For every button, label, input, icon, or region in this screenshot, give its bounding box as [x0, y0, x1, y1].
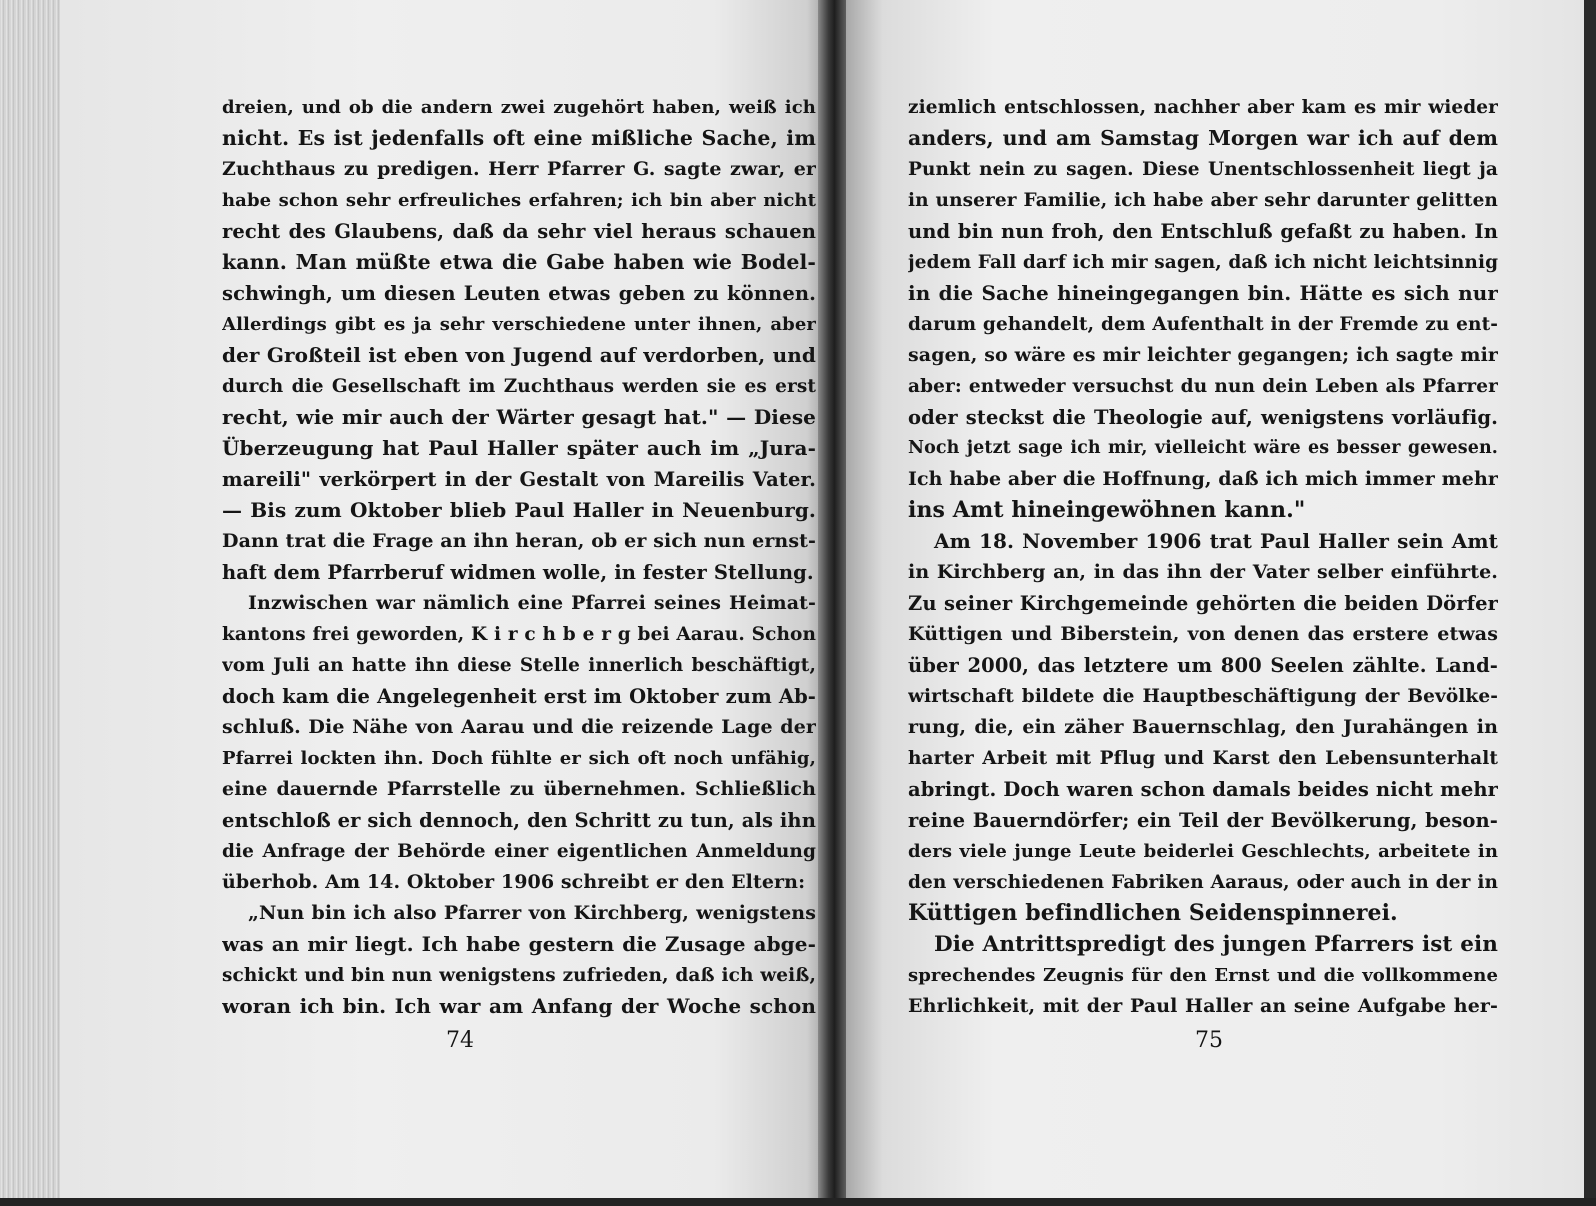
text-line: dreien, und ob die andern zwei zugehört haben, weiß ich	[222, 97, 816, 118]
text-line: in die Sache hineingegangen bin. Hätte es sich nur	[908, 281, 1498, 305]
text-line: Küttigen befindlichen Seidenspinnerei.	[908, 900, 1398, 926]
right-page-text	[908, 92, 1498, 1022]
text-line: Küttigen und Biberstein, von denen das erstere etwas	[908, 623, 1498, 645]
left-page	[60, 0, 830, 1200]
text-line: in unserer Familie, ich habe aber sehr darunter gelitten	[908, 190, 1498, 211]
scan-border-right	[1584, 0, 1596, 1206]
text-line: überhob. Am 14. Oktober 1906 schreibt er den Eltern:	[222, 871, 806, 893]
text-line: eine dauernde Pfarrstelle zu übernehmen. Schließlich	[222, 778, 816, 800]
text-line: Die Antrittspredigt des jungen Pfarrers ist ein	[934, 932, 1498, 957]
text-line: schickt und bin nun wenigstens zufrieden, daß ich weiß,	[222, 965, 816, 986]
text-line: Zu seiner Kirchgemeinde gehörten die beiden Dörfer	[908, 592, 1498, 615]
text-line: rung, die, ein zäher Bauernschlag, den Jurahängen in	[908, 716, 1498, 738]
page-stack-edge	[0, 0, 63, 1200]
text-line: was an mir liegt. Ich habe gestern die Zusage abge-	[222, 932, 816, 956]
text-line: Dann trat die Frage an ihn heran, ob er sich nun ernst-	[222, 530, 816, 552]
text-line: ders viele junge Leute beiderlei Geschlechts, arbeitete in	[908, 841, 1498, 862]
text-line: Ehrlichkeit, mit der Paul Haller an seine Aufgabe her-	[908, 995, 1498, 1017]
text-line: wirtschaft bildete die Hauptbeschäftigung der Bevölke-	[908, 686, 1498, 707]
text-line: Noch jetzt sage ich mir, vielleicht wäre es besser gewesen.	[908, 438, 1498, 458]
text-line: „Nun bin ich also Pfarrer von Kirchberg, wenigstens	[248, 902, 816, 924]
text-line: der Großteil ist eben von Jugend auf verdorben, und	[222, 343, 816, 367]
text-line: Punkt nein zu sagen. Diese Unentschlossenheit liegt ja	[908, 159, 1498, 180]
text-line: über 2000, das letztere um 800 Seelen zählte. Land-	[908, 654, 1498, 677]
text-line: woran ich bin. Ich war am Anfang der Woche schon	[222, 994, 816, 1018]
text-line: nicht. Es ist jedenfalls oft eine mißliche Sache, im	[222, 126, 816, 150]
text-line: ins Amt hineingewöhnen kann."	[908, 497, 1306, 523]
text-line: Allerdings gibt es ja sehr verschiedene unter ihnen, aber	[222, 314, 816, 335]
page-number: 75	[1195, 1028, 1223, 1053]
text-line: haft dem Pfarrberuf widmen wolle, in fester Stellung.	[222, 561, 814, 584]
text-line: oder steckst die Theologie auf, wenigstens vorläufig.	[908, 406, 1498, 429]
text-line: Am 18. November 1906 trat Paul Haller sein Amt	[934, 529, 1498, 553]
text-line: schluß. Die Nähe von Aarau und die reizende Lage der	[222, 716, 816, 738]
text-line: aber: entweder versuchst du nun dein Leben als Pfarrer	[908, 376, 1498, 397]
text-line: entschloß er sich dennoch, den Schritt zu tun, als ihn	[222, 809, 816, 832]
text-line: jedem Fall darf ich mir sagen, daß ich nicht leichtsinnig	[908, 252, 1498, 273]
text-line: Überzeugung hat Paul Haller später auch im „Jura-	[222, 436, 816, 460]
text-line: anders, und am Samstag Morgen war ich auf dem	[908, 126, 1498, 150]
text-line: recht des Glaubens, daß da sehr viel heraus schauen	[222, 220, 816, 243]
left-page-text	[222, 92, 816, 1022]
text-line: ziemlich entschlossen, nachher aber kam es mir wieder	[908, 97, 1498, 118]
text-line: und bin nun froh, den Entschluß gefaßt zu haben. In	[908, 220, 1498, 243]
text-line: recht, wie mir auch der Wärter gesagt hat." — Diese	[222, 405, 816, 429]
text-line: — Bis zum Oktober blieb Paul Haller in Neuenburg.	[222, 498, 816, 522]
text-line: Ich habe aber die Hoffnung, daß ich mich immer mehr	[908, 468, 1498, 490]
text-line: schwingh, um diesen Leuten etwas geben zu können.	[222, 282, 816, 305]
scan-border-bottom	[0, 1198, 1596, 1206]
text-line: darum gehandelt, dem Aufenthalt in der Fremde zu ent-	[908, 314, 1498, 335]
text-line: reine Bauerndörfer; ein Teil der Bevölkerung, beson-	[908, 809, 1498, 832]
text-line: durch die Gesellschaft im Zuchthaus werden sie es erst	[222, 376, 816, 397]
text-line: kantons frei geworden, K i r c h b e r g bei Aarau. Schon	[222, 624, 816, 645]
text-line: die Anfrage der Behörde einer eigentlichen Anmeldung	[222, 841, 816, 862]
right-page	[846, 0, 1586, 1200]
text-line: doch kam die Angelegenheit erst im Oktober zum Ab-	[222, 685, 816, 708]
text-line: abringt. Doch waren schon damals beides nicht mehr	[908, 778, 1498, 801]
text-line: mareili" verkörpert in der Gestalt von Mareilis Vater.	[222, 468, 816, 491]
text-line: vom Juli an hatte ihn diese Stelle innerlich beschäftigt,	[222, 655, 816, 676]
text-line: sprechendes Zeugnis für den Ernst und die vollkommene	[908, 965, 1498, 986]
text-line: sagen, so wäre es mir leichter gegangen; ich sagte mir	[908, 344, 1498, 366]
text-line: den verschiedenen Fabriken Aaraus, oder auch in der in	[908, 872, 1498, 893]
text-line: Zuchthaus zu predigen. Herr Pfarrer G. sagte zwar, er	[222, 158, 816, 180]
text-line: kann. Man müßte etwa die Gabe haben wie Bodel-	[222, 250, 816, 274]
page-number: 74	[446, 1028, 474, 1053]
text-line: Inzwischen war nämlich eine Pfarrei seines Heimat-	[248, 592, 816, 614]
text-line: in Kirchberg an, in das ihn der Vater selber einführte.	[908, 561, 1498, 583]
text-line: habe schon sehr erfreuliches erfahren; ich bin aber nicht	[222, 190, 816, 211]
book-gutter	[818, 0, 848, 1200]
text-line: harter Arbeit mit Pflug und Karst den Lebensunterhalt	[908, 748, 1498, 769]
text-line: Pfarrei lockten ihn. Doch fühlte er sich oft noch unfähig,	[222, 748, 816, 769]
